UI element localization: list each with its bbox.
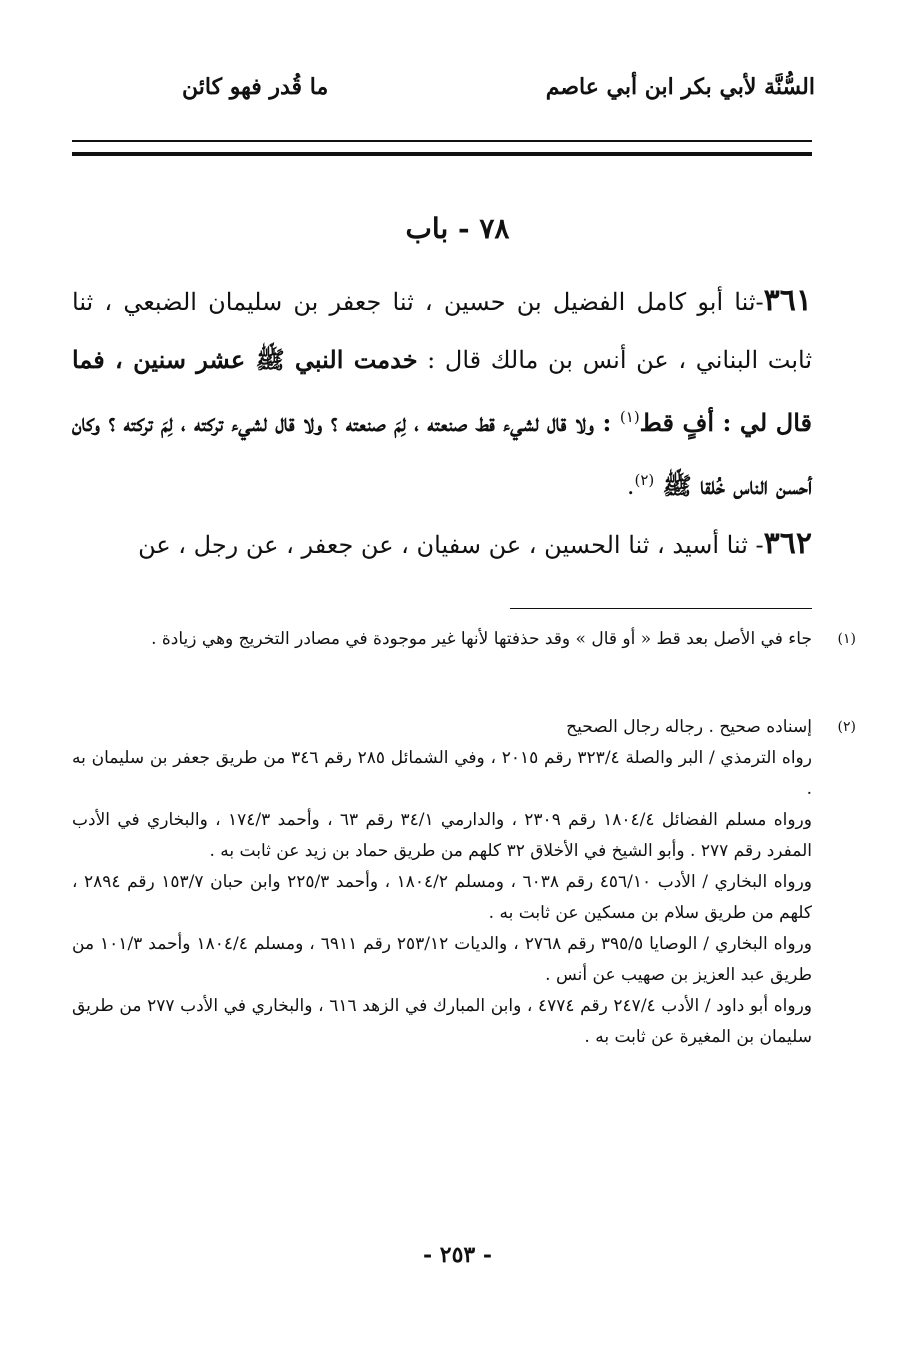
footnote-separator [510, 608, 812, 609]
footnote-number: (١) [837, 631, 856, 647]
footnote-text: جاء في الأصل بعد قط « أو قال » وقد حذفتها لأنها غير موجودة في مصادر التخريج وهي زيادة . [151, 629, 812, 649]
footnote-text: ورواه مسلم الفضائل ١٨٠٤/٤ رقم ٢٣٠٩ ، والدارمي ٣٤/١ رقم ٦٣ ، وأحمد ١٧٤/٣ ، والبخاري في الأدب المفرد رقم ٢٧٧ . وأبو الشيخ في الأخلاق ٣٢ كلهم من طريق حماد بن زيد عن ثابت به . [72, 810, 812, 861]
footnote-text: ورواه أبو داود / الأدب ٢٤٧/٤ رقم ٤٧٧٤ ، وابن المبارك في الزهد ٦١٦ ، والبخاري في الأدب ٢٧٧ من طريق سليمان بن المغيرة عن ثابت به . [72, 996, 812, 1047]
hadith-number: ٣٦١ [763, 283, 812, 318]
hadith-361 [72, 272, 812, 515]
footnote-text: رواه الترمذي / البر والصلة ٣٢٣/٤ رقم ٢٠١٥ ، وفي الشمائل ٢٨٥ رقم ٣٤٦ من طريق جعفر بن سليمان به . [72, 748, 812, 799]
hadith-isnad: -ثنا أبو كامل الفضيل بن حسين ، ثنا جعفر بن سليمان الضبعي ، ثنا ثابت البناني ، عن أنس بن مالك قال : [72, 288, 812, 374]
page-number: - ٢٥٣ - [422, 1242, 493, 1268]
footnote-2 [72, 712, 856, 1053]
running-header-book-title: السُّنَّة لأبي بكر ابن أبي عاصم [545, 74, 815, 100]
footnote-text: إسناده صحيح . رجاله رجال الصحيح [566, 717, 812, 737]
footnote-text: ورواه البخاري / الوصايا ٣٩٥/٥ رقم ٢٧٦٨ ، والديات ٢٥٣/١٢ رقم ٦٩١١ ، ومسلم ١٨٠٤/٤ وأحمد ١٠١/٣ من طريق عبد العزيز بن صهيب عن أنس . [72, 934, 812, 985]
hadith-matn-continued: : ولا قال لشيء قط صنعته ، لِمَ صنعته ؟ ولا قال لشيء تركته ، لِمَ تركته ؟ وكان أحسن الناس خُلقا ﷺ [72, 408, 812, 500]
footnote-text: ورواه البخاري / الأدب ٤٥٦/١٠ رقم ٦٠٣٨ ، ومسلم ١٨٠٤/٢ ، وأحمد ٢٢٥/٣ وابن حبان ١٥٣/٧ رقم ٢٨٩٤ ، كلهم من طريق سلام بن مسكين عن ثابت به . [72, 872, 812, 923]
footnote-ref: (٢) [634, 471, 655, 489]
header-rule-thick [72, 152, 812, 156]
chapter-heading: ٧٨ - باب [405, 212, 510, 245]
footnote-ref: (١) [619, 408, 640, 426]
footnote-number: (٢) [837, 719, 856, 735]
running-header-section-title: ما قُدر فهو كائن [182, 74, 329, 100]
footnote-1 [72, 624, 856, 655]
hadith-362 [72, 515, 812, 574]
hadith-end: . [626, 472, 635, 500]
header-rule-thin [72, 140, 812, 142]
hadith-number: ٣٦٢ [763, 526, 812, 561]
main-text [72, 272, 812, 574]
hadith-isnad: - ثنا أسيد ، ثنا الحسين ، عن سفيان ، عن جعفر ، عن رجل ، عن [138, 531, 764, 559]
hadith-matn: خدمت النبي ﷺ عشر سنين ، فما قال لي : أفٍ قط [72, 345, 813, 437]
